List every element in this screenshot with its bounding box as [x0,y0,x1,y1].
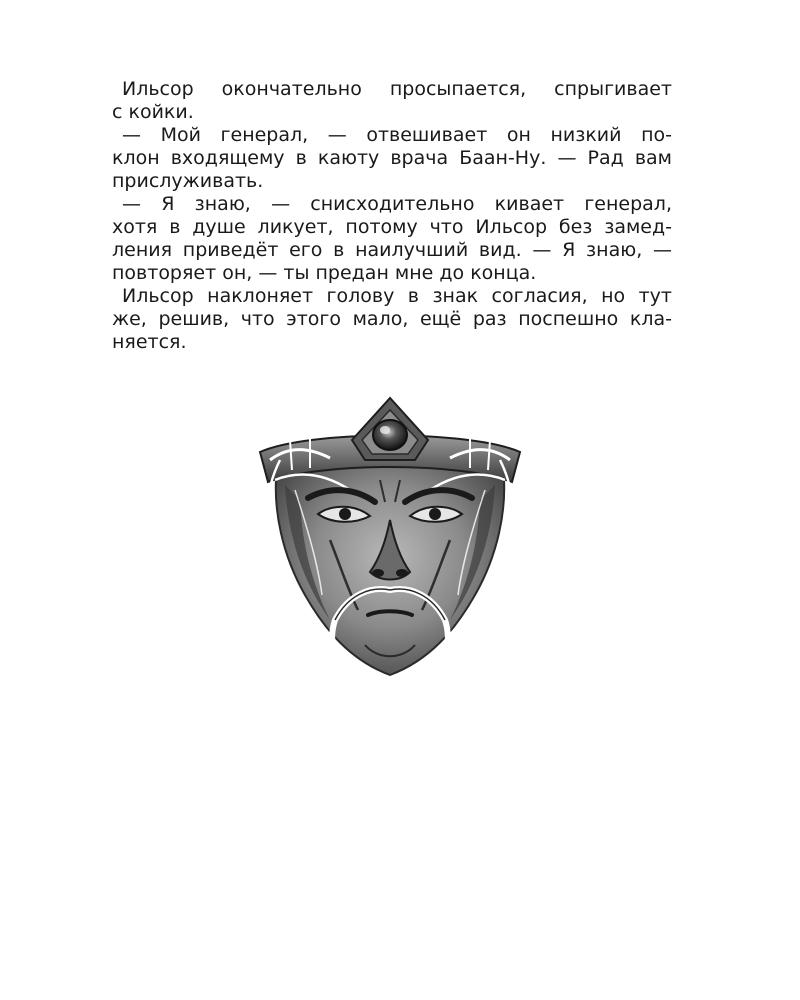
text-line: же, решив, что этого мало, ещё раз поспешно кла- [112,308,672,330]
text-line: клон входящему в каюту врача Баан-Ну. — Рад вам [112,147,672,169]
text-line: прислуживать. [112,170,264,192]
text-line: Ильсор наклоняет голову в знак согласия, но тут [122,285,672,307]
text-line: — Я знаю, — снисходительно кивает генерал, [122,193,672,215]
text-line: няется. [112,331,187,353]
paragraph-4 [112,285,672,354]
general-portrait-icon [230,390,550,690]
general-portrait-illustration [230,390,550,690]
text-line: ления приведёт его в наилучший вид. — Я знаю, — [112,239,672,261]
text-line: хотя в душе ликует, потому что Ильсор без замед- [112,216,672,238]
paragraph-2 [112,124,672,193]
paragraph-1 [112,78,672,124]
paragraph-3 [112,193,672,285]
text-block [112,78,672,354]
text-line: повторяет он, — ты предан мне до конца. [112,262,537,284]
text-line: Ильсор окончательно просыпается, спрыгивает [122,78,672,100]
text-line: — Мой генерал, — отвешивает он низкий по- [122,124,672,146]
text-line: с койки. [112,101,194,123]
